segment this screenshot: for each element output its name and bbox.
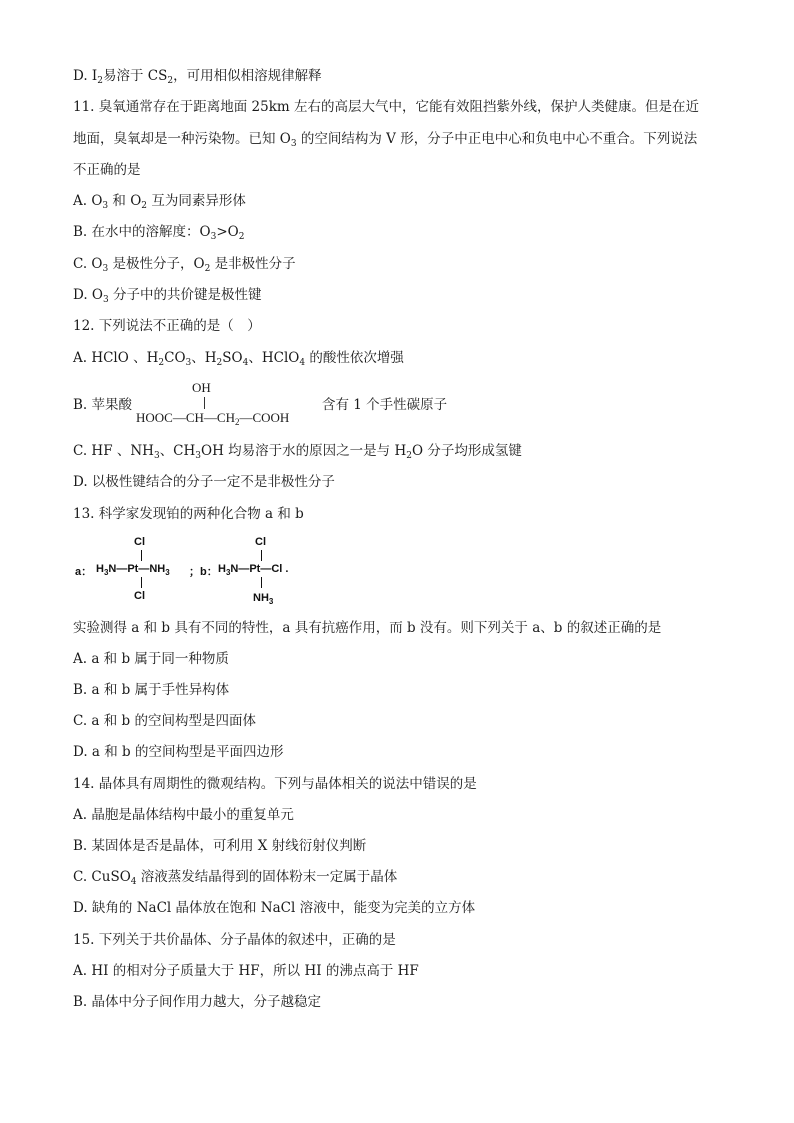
compound-b-label: ；b： [189, 566, 218, 578]
q10-option-d[interactable]: D. $I_2$易溶于 $CS_2$，可用相似相溶规律解释 [73, 68, 322, 86]
q12-option-c[interactable]: C. HF 、$NH_3$、$CH_3OH$ 均易溶于水的原因之一是与 $H_2O$ 分子均形成氢键 [73, 443, 522, 461]
compound-a-top-cl: Cl [134, 536, 145, 548]
compound-a-main-chain: $H_3N—Pt—NH_3$ [96, 563, 170, 577]
compound-a-bottom-bond [141, 577, 142, 588]
q15-option-a[interactable]: A. HI 的相对分子质量大于 HF，所以 HI 的沸点高于 HF [73, 963, 419, 979]
q11-option-b[interactable]: B. 在水中的溶解度：$O_3>O_2$ [73, 224, 245, 242]
q11-stem-line-3: 不正确的是 [73, 162, 141, 178]
q12-option-d[interactable]: D. 以极性键结合的分子一定不是非极性分子 [73, 474, 335, 490]
q14-stem: 14. 晶体具有周期性的微观结构。下列与晶体相关的说法中错误的是 [73, 776, 477, 792]
compound-b-top-bond [261, 550, 262, 561]
compound-b-bottom-bond [261, 577, 262, 588]
compound-b-top-cl: Cl [255, 536, 266, 548]
malic-acid-bond [204, 397, 205, 409]
q11-stem-line-2: 地面，臭氧却是一种污染物。已知 $O_3$ 的空间结构为 V 形，分子中正电中心和负电中心不重合。下列说法 [73, 131, 698, 149]
q13-option-c[interactable]: C. a 和 b 的空间构型是四面体 [73, 713, 256, 729]
q11-stem-line-1: 11. 臭氧通常存在于距离地面 25km 左右的高层大气中，它能有效阻挡紫外线，保护人类健康。但是在近 [73, 99, 700, 115]
q14-option-b[interactable]: B. 某固体是否是晶体，可利用 X 射线衍射仪判断 [73, 838, 367, 854]
compound-a-top-bond [141, 550, 142, 561]
q12-option-a[interactable]: A. HClO 、$H_2CO_3$、$H_2SO_4$、HClO$_4$ 的酸性依次增强 [73, 350, 404, 368]
malic-acid-oh: OH [192, 380, 211, 395]
q12-option-b-suffix: 含有 1 个手性碳原子 [322, 397, 448, 413]
q13-option-d[interactable]: D. a 和 b 的空间构型是平面四边形 [73, 744, 284, 760]
q13-stem-2: 实验测得 a 和 b 具有不同的特性，a 具有抗癌作用，而 b 没有。则下列关于 a、b 的叙述正确的是 [73, 620, 662, 636]
q13-option-a[interactable]: A. a 和 b 属于同一种物质 [73, 651, 229, 667]
q14-option-a[interactable]: A. 晶胞是晶体结构中最小的重复单元 [73, 807, 294, 823]
malic-acid-chain: $HOOC—CH—CH_2—COOH$ [136, 410, 290, 427]
q11-option-a[interactable]: A. $O_3$ 和 $O_2$ 互为同素异形体 [73, 193, 246, 211]
q11-option-c[interactable]: C. $O_3$ 是极性分子，$O_2$ 是非极性分子 [73, 256, 296, 274]
compound-b-main-chain: $H_3N—Pt—Cl$ . [218, 563, 289, 577]
q13-option-b[interactable]: B. a 和 b 属于手性异构体 [73, 682, 230, 698]
q12-option-b-prefix[interactable]: B. 苹果酸 [73, 397, 133, 413]
compound-a-label: a： [75, 566, 93, 578]
q15-option-b[interactable]: B. 晶体中分子间作用力越大，分子越稳定 [73, 994, 322, 1010]
q15-stem: 15. 下列关于共价晶体、分子晶体的叙述中，正确的是 [73, 932, 396, 948]
q12-stem: 12. 下列说法不正确的是（ ） [73, 318, 261, 334]
q14-option-c[interactable]: C. CuSO$_4$ 溶液蒸发结晶得到的固体粉末一定属于晶体 [73, 869, 398, 887]
q13-stem: 13. 科学家发现铂的两种化合物 a 和 b [73, 506, 304, 522]
q14-option-d[interactable]: D. 缺角的 NaCl 晶体放在饱和 NaCl 溶液中，能变为完美的立方体 [73, 900, 476, 916]
compound-b-bottom-nh3: $NH_3$ [253, 592, 274, 606]
q11-option-d[interactable]: D. $O_3$ 分子中的共价键是极性键 [73, 287, 262, 305]
compound-a-bottom-cl: Cl [134, 590, 145, 602]
